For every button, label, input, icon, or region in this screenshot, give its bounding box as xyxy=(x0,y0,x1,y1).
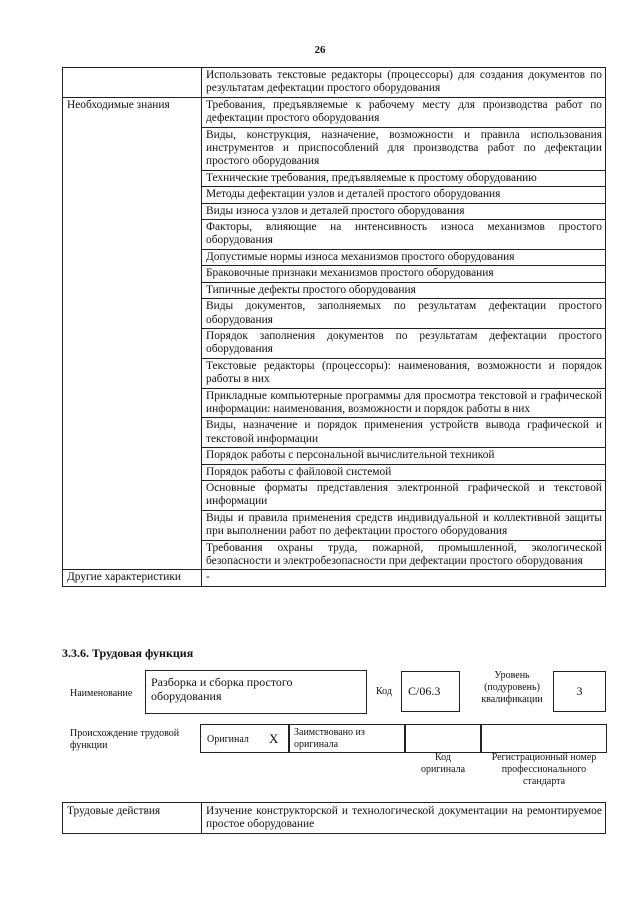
knowledge-item: Браковочные признаки механизмов простого оборудования xyxy=(202,266,606,282)
knowledge-item: Виды, назначение и порядок применения устройств вывода графической и текстовой информации xyxy=(202,418,606,448)
code-box xyxy=(401,671,460,712)
knowledge-item: Виды и правила применения средств индивидуальной и коллективной защиты при выполнении работ по дефектации простого оборудования xyxy=(202,510,606,540)
knowledge-item: Порядок заполнения документов по результатам дефектации простого оборудования xyxy=(202,328,606,358)
knowledge-item: Порядок работы с персональной вычислительной техникой xyxy=(202,448,606,464)
empty-label-cell xyxy=(63,68,202,98)
skill-cell: Использовать текстовые редакторы (процессоры) для создания документов по результатам дефектации простого оборудования xyxy=(202,68,606,98)
knowledge-item: Прикладные компьютерные программы для просмотра текстовой и графической информации: наименования, возможности и порядок работы в них xyxy=(202,388,606,418)
table-row xyxy=(63,803,606,834)
knowledge-item: Порядок работы с файловой системой xyxy=(202,464,606,480)
actions-label: Трудовые действия xyxy=(63,803,202,834)
knowledge-item: Технические требования, предъявляемые к простому оборудованию xyxy=(202,170,606,186)
other-value: - xyxy=(202,570,606,586)
action-item: Изучение конструкторской и технологической документации на ремонтируемое простое оборудование xyxy=(202,803,606,834)
other-label: Другие характеристики xyxy=(63,570,202,586)
knowledge-item: Методы дефектации узлов и деталей простого оборудования xyxy=(202,187,606,203)
page-number: 26 xyxy=(314,44,326,56)
knowledge-item: Виды документов, заполняемых по результатам дефектации простого оборудования xyxy=(202,299,606,329)
level-label: Уровень (подуровень) квалификации xyxy=(481,670,543,705)
section-title: 3.3.6. Трудовая функция xyxy=(62,646,194,660)
name-label: Наименование xyxy=(70,688,133,699)
borrowed-label: Заимствовано из оригинала xyxy=(294,727,365,750)
knowledge-item: Виды, конструкция, назначение, возможности и правила использования инструментов и приспособлений для производства работ по дефектации простого оборудования xyxy=(202,127,606,170)
original-code-box xyxy=(404,724,482,753)
name-box xyxy=(145,670,367,714)
original-mark: X xyxy=(269,731,279,746)
requirements-table xyxy=(62,67,606,587)
reg-number-box xyxy=(480,724,607,753)
table-row xyxy=(63,97,606,127)
code-label: Код xyxy=(376,686,392,697)
knowledge-label: Необходимые знания xyxy=(63,97,202,570)
code-value: С/06.3 xyxy=(408,684,441,698)
level-value: 3 xyxy=(576,684,583,698)
level-box xyxy=(553,671,606,712)
knowledge-item: Виды износа узлов и деталей простого оборудования xyxy=(202,203,606,219)
knowledge-item: Основные форматы представления электронной графической и текстовой информации xyxy=(202,480,606,510)
original-code-label: Код оригинала xyxy=(420,752,466,775)
table-row xyxy=(63,570,606,586)
knowledge-item: Требования, предъявляемые к рабочему месту для производства работ по дефектации простого оборудования xyxy=(202,97,606,127)
actions-table xyxy=(62,802,606,834)
reg-number-label: Регистрационный номер профессионального стандарта xyxy=(491,752,597,787)
original-box xyxy=(200,724,290,753)
original-label: Оригинал xyxy=(207,734,249,745)
borrowed-box xyxy=(288,724,406,753)
knowledge-item: Текстовые редакторы (процессоры): наименования, возможности и порядок работы в них xyxy=(202,358,606,388)
knowledge-item: Типичные дефекты простого оборудования xyxy=(202,282,606,298)
knowledge-item: Факторы, влияющие на интенсивность износа механизмов простого оборудования xyxy=(202,220,606,250)
name-value: Разборка и сборка простого оборудования xyxy=(151,675,293,703)
knowledge-item: Допустимые нормы износа механизмов простого оборудования xyxy=(202,249,606,265)
knowledge-item: Требования охраны труда, пожарной, промышленной, экологической безопасности и электробезопасности при дефектации простого оборудования xyxy=(202,540,606,570)
table-row xyxy=(63,68,606,98)
origin-label: Происхождение трудовой функции xyxy=(70,728,180,751)
